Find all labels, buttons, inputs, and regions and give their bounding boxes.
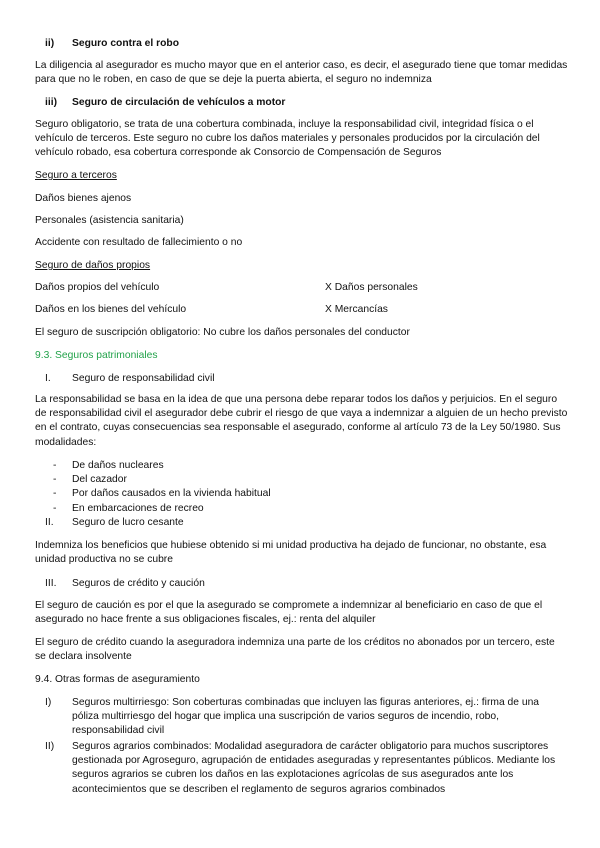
propios-row-right: X Daños personales (325, 282, 418, 293)
modalidad-item (35, 459, 568, 474)
section-ii-title: Seguro contra el robo (72, 38, 179, 49)
paragraph-lucro: Indemniza los beneficios que hubiese obtenido si mi unidad productiva ha dejado de funcionar, no obstante, esa unidad productiva no se cubre (35, 540, 547, 566)
terceros-item: Personales (asistencia sanitaria) (35, 215, 184, 226)
section-iii-number: iii) (45, 97, 58, 108)
list-marker: II) (45, 741, 55, 752)
section-ii-heading (35, 37, 568, 52)
dash-marker: - (53, 503, 57, 514)
propios-heading: Seguro de daños propios (35, 260, 151, 271)
section-9-4-heading: 9.4. Otras formas de aseguramiento (35, 674, 200, 685)
list-item-II (35, 516, 568, 531)
list-text: Seguros multirriesgo: Son coberturas combinadas que incluyen las figuras anteriores, ej.: firma de una póliza multirriesgo del hogar que implica una suscripción de varios seguros de incendio, robo, responsabilidad civil (72, 697, 540, 737)
propios-row-left: Daños en los bienes del vehículo (35, 304, 187, 315)
propios-row-left: Daños propios del vehículo (35, 282, 160, 293)
modalidad-text: En embarcaciones de recreo (72, 503, 204, 514)
propios-row (35, 281, 568, 296)
dash-marker: - (53, 460, 57, 471)
list-text: Seguros agrarios combinados: Modalidad aseguradora de carácter obligatorio para muchos suscriptores gestionada por Agroseguro, agrupación de entidades aseguradas y representantes públicos. Mediante los seguros agrarios se cubren los daños en las explotaciones agrícolas de sus asegurados ante los acontecimientos que se describen el reglamento de seguros agrarios combinados (72, 741, 556, 795)
paragraph-caucion: El seguro de caución es por el que la asegurado se compromete a indemnizar al beneficiario en caso de que el asegurado no hace frente a sus obligaciones fiscales, ej.: renta del alquiler (35, 600, 543, 626)
otras-item-I (35, 696, 568, 739)
section-9-3-heading: 9.3. Seguros patrimoniales (35, 350, 158, 361)
otras-item-II (35, 740, 568, 797)
terceros-item: Daños bienes ajenos (35, 193, 132, 204)
list-marker: I) (45, 697, 52, 708)
paragraph-circulacion: Seguro obligatorio, se trata de una cobertura combinada, incluye la responsabilidad civil, integridad física o el vehículo de terceros. Este seguro no cubre los daños materiales y personales producidos por la circulación del vehículo robado, esa cobertura corresponde ak Consorcio de Compensación de Seguros (35, 119, 540, 159)
modalidad-text: Por daños causados en la vivienda habitual (72, 488, 271, 499)
terceros-item: Accidente con resultado de fallecimiento o no (35, 237, 243, 248)
modalidad-item (35, 487, 568, 502)
dash-marker: - (53, 488, 57, 499)
list-text: Seguro de responsabilidad civil (72, 373, 215, 384)
modalidad-text: De daños nucleares (72, 460, 164, 471)
paragraph-robo: La diligencia al asegurador es mucho mayor que en el anterior caso, es decir, el asegurado tiene que tomar medidas para que no le roben, en caso de que se deje la puerta abierta, el seguro no indemniza (35, 60, 568, 86)
modalidad-item (35, 473, 568, 488)
modalidad-text: Del cazador (72, 474, 127, 485)
paragraph-suscripcion: El seguro de suscripción obligatorio: No cubre los daños personales del conductor (35, 327, 410, 338)
list-marker: I. (45, 373, 51, 384)
list-marker: II. (45, 517, 54, 528)
list-item-III (35, 577, 568, 592)
modalidad-item (35, 502, 568, 517)
section-iii-heading (35, 96, 568, 111)
propios-row-right: X Mercancías (325, 304, 388, 315)
list-marker: III. (45, 578, 57, 589)
propios-row (35, 303, 568, 318)
paragraph-credito: El seguro de crédito cuando la aseguradora indemniza una parte de los créditos no abonados por un tercero, este se declara insolvente (35, 637, 555, 663)
dash-marker: - (53, 474, 57, 485)
section-iii-title: Seguro de circulación de vehículos a motor (72, 97, 286, 108)
list-text: Seguros de crédito y caución (72, 578, 205, 589)
terceros-heading: Seguro a terceros (35, 170, 117, 181)
list-text: Seguro de lucro cesante (72, 517, 184, 528)
list-item-I (35, 372, 568, 387)
section-ii-number: ii) (45, 38, 55, 49)
paragraph-responsabilidad: La responsabilidad se basa en la idea de que una persona debe reparar todos los daños y perjuicios. En el seguro de responsabilidad civil el asegurador debe cubrir el riesgo de que vaya a indemnizar a alguien de un hecho previsto en el contrato, cuyas consecuencias sea responsable el asegurado, conforme al artículo 73 de la Ley 50/1980. Sus modalidades: (35, 394, 568, 448)
